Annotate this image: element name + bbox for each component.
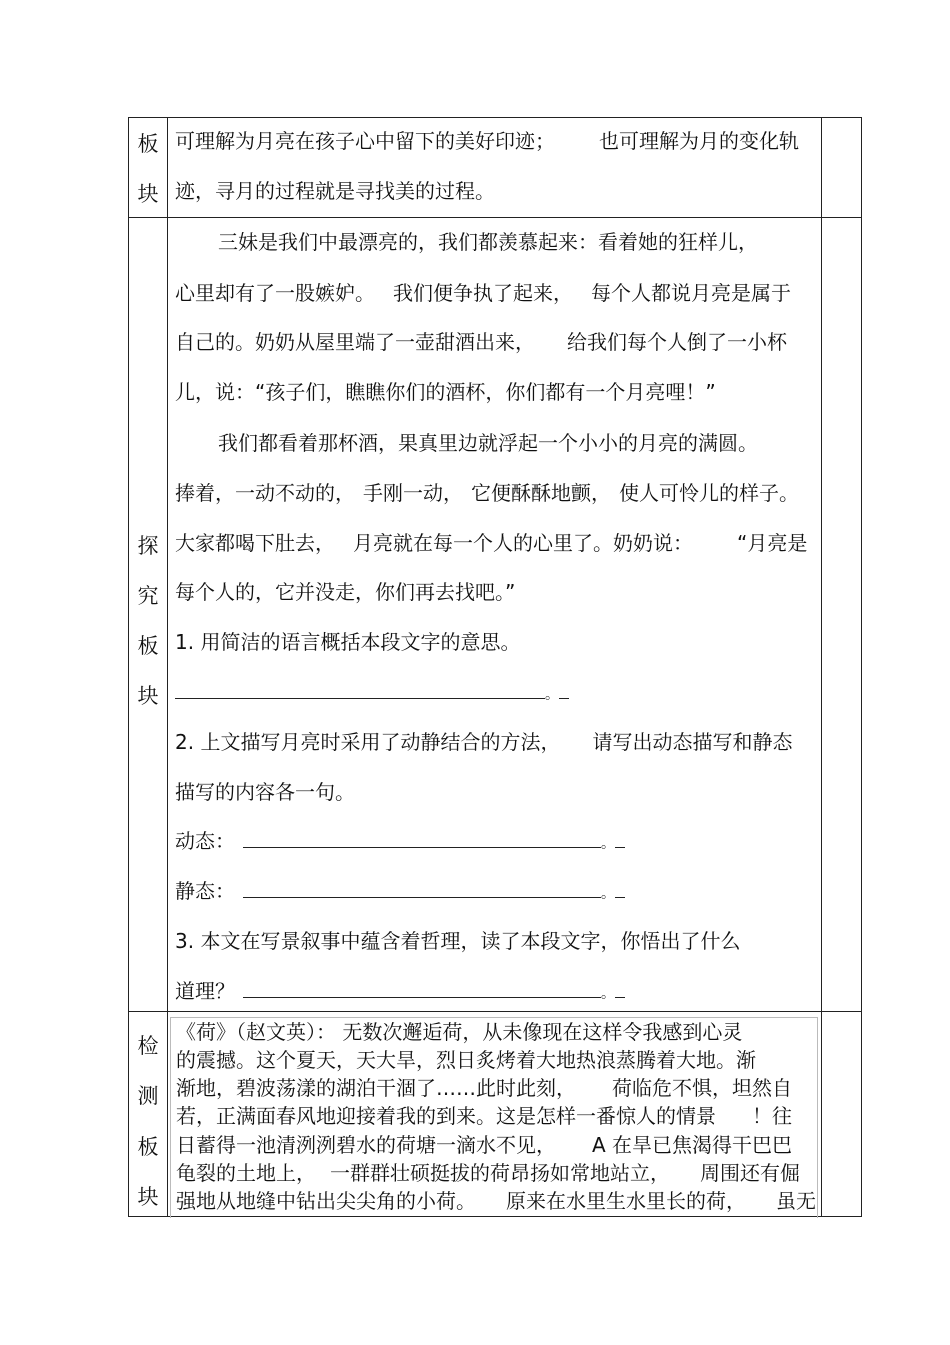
text-line: 我们都看着那杯酒，果真里边就浮起一个小小的月亮的满圆。 — [218, 431, 758, 455]
answer-dynamic — [175, 829, 625, 856]
table-right-border — [861, 117, 862, 1217]
question-2 — [175, 730, 792, 754]
text-segment: 一群群壮硕挺拔的荷昂扬如常地站立， — [330, 1161, 670, 1185]
period-mark: 。 — [601, 986, 615, 1002]
passage-line — [176, 1020, 742, 1044]
text-segment: 给我们每个人倒了一小杯 — [567, 330, 787, 354]
text-segment: 荷临危不惧，坦然自 — [612, 1076, 792, 1100]
static-answer-blank[interactable] — [243, 879, 601, 898]
answer-line-1[interactable] — [175, 680, 569, 707]
text-line — [175, 330, 787, 354]
text-line — [175, 531, 807, 555]
text-line — [175, 481, 799, 505]
text-segment: 也可理解为月的变化轨 — [599, 129, 799, 153]
text-segment: 大家都喝下肚去， — [175, 531, 335, 555]
label-char: 究 — [137, 584, 159, 608]
answer-static — [175, 879, 625, 906]
column-divider — [821, 117, 822, 1217]
text-segment: 强地从地缝中钻出尖尖角的小荷。 — [176, 1189, 476, 1213]
passage-line — [176, 1048, 756, 1072]
text-line — [175, 281, 791, 305]
q3-answer-blank[interactable] — [243, 979, 601, 998]
text-segment: 周围还有倔 — [700, 1161, 800, 1185]
label-char: 板 — [137, 634, 159, 658]
text-segment: 《荷》（赵文英）： 无数次邂逅荷，从未像现在这样令我感到心灵 — [176, 1020, 743, 1044]
label-char: 探 — [137, 534, 159, 558]
text-segment: 2. 上文描写月亮时采用了动静结合的方法， — [175, 730, 561, 754]
text-segment: A 在旱已焦渴得干巴巴 — [592, 1133, 793, 1157]
static-label: 静态： — [175, 879, 235, 903]
text-line: 迹，寻月的过程就是寻找美的过程。 — [175, 179, 495, 203]
text-segment: 原来在水里生水里长的荷， — [506, 1189, 746, 1213]
text-line: 描写的内容各一句。 — [175, 780, 355, 804]
row-divider — [128, 217, 862, 218]
text-segment: 请写出动态描写和静态 — [592, 730, 793, 754]
text-line: 三妹是我们中最漂亮的，我们都羡慕起来：看着她的狂样儿， — [218, 230, 758, 254]
column-divider — [167, 117, 168, 1217]
dynamic-answer-blank[interactable] — [243, 829, 601, 848]
text-segment: 使人可怜儿的样子。 — [619, 481, 799, 505]
text-segment: 龟裂的土地上， — [176, 1161, 316, 1185]
text-segment: 它便酥酥地颤， — [471, 481, 611, 505]
text-segment: 心里却有了一股嫉妒。 — [175, 281, 375, 305]
text-segment: 日蓄得一池清洌洌碧水的荷塘一滴水不见， — [176, 1133, 556, 1157]
label-char: 测 — [137, 1084, 159, 1108]
answer-blank-tail — [559, 680, 569, 699]
passage-line — [176, 1161, 800, 1185]
passage-line — [176, 1104, 792, 1128]
text-line — [175, 129, 799, 153]
text-segment: “月亮是 — [737, 531, 808, 555]
text-segment: 自己的。奶奶从屋里端了一壶甜酒出来， — [175, 330, 535, 354]
text-segment: 可理解为月亮在孩子心中留下的美好印迹； — [175, 129, 555, 153]
label-char: 块 — [137, 1185, 159, 1209]
text-segment: 每个人都说月亮是属于 — [591, 281, 791, 305]
period-mark: 。 — [601, 886, 615, 902]
answer-question-3 — [175, 979, 625, 1006]
passage-line — [176, 1189, 816, 1213]
label-char: 板 — [137, 1135, 159, 1159]
text-line: 儿，说：“孩子们，瞧瞧你们的酒杯，你们都有一个月亮哩！” — [175, 380, 716, 404]
text-segment: 我们便争执了起来， — [393, 281, 573, 305]
text-segment: ！往 — [752, 1104, 792, 1128]
question-3: 3. 本文在写景叙事中蕴含着哲理，读了本段文字，你悟出了什么 — [175, 929, 741, 953]
text-segment: 手刚一动， — [363, 481, 463, 505]
label-char: 块 — [137, 684, 159, 708]
row-divider — [128, 1011, 862, 1012]
passage-line — [176, 1133, 792, 1157]
text-line: 每个人的，它并没走，你们再去找吧。” — [175, 580, 516, 604]
text-segment: 的震撼。这个夏天，天大旱，烈日炙烤着大地热浪蒸腾着大地。渐 — [176, 1048, 756, 1072]
answer-blank-tail — [615, 829, 625, 848]
text-segment: 虽无 — [776, 1189, 816, 1213]
label-char: 块 — [137, 182, 159, 206]
dynamic-label: 动态： — [175, 829, 235, 853]
question-1: 1. 用简洁的语言概括本段文字的意思。 — [175, 630, 521, 654]
text-segment: 若，正满面春风地迎接着我的到来。这是怎样一番惊人的情景 — [176, 1104, 716, 1128]
table-top-border — [128, 117, 862, 118]
text-segment: 渐地，碧波荡漾的湖泊干涸了……此时此刻， — [176, 1076, 576, 1100]
text-segment: 道理？ — [175, 979, 235, 1003]
text-segment: 月亮就在每一个人的心里了。奶奶说： — [353, 531, 693, 555]
label-char: 板 — [137, 132, 159, 156]
text-segment: 捧着，一动不动的， — [175, 481, 355, 505]
answer-blank-tail — [615, 979, 625, 998]
passage-line — [176, 1076, 792, 1100]
period-mark: 。 — [601, 836, 615, 852]
answer-blank[interactable] — [175, 680, 545, 699]
period-mark: 。 — [545, 687, 559, 703]
label-char: 检 — [137, 1034, 159, 1058]
answer-blank-tail — [615, 879, 625, 898]
